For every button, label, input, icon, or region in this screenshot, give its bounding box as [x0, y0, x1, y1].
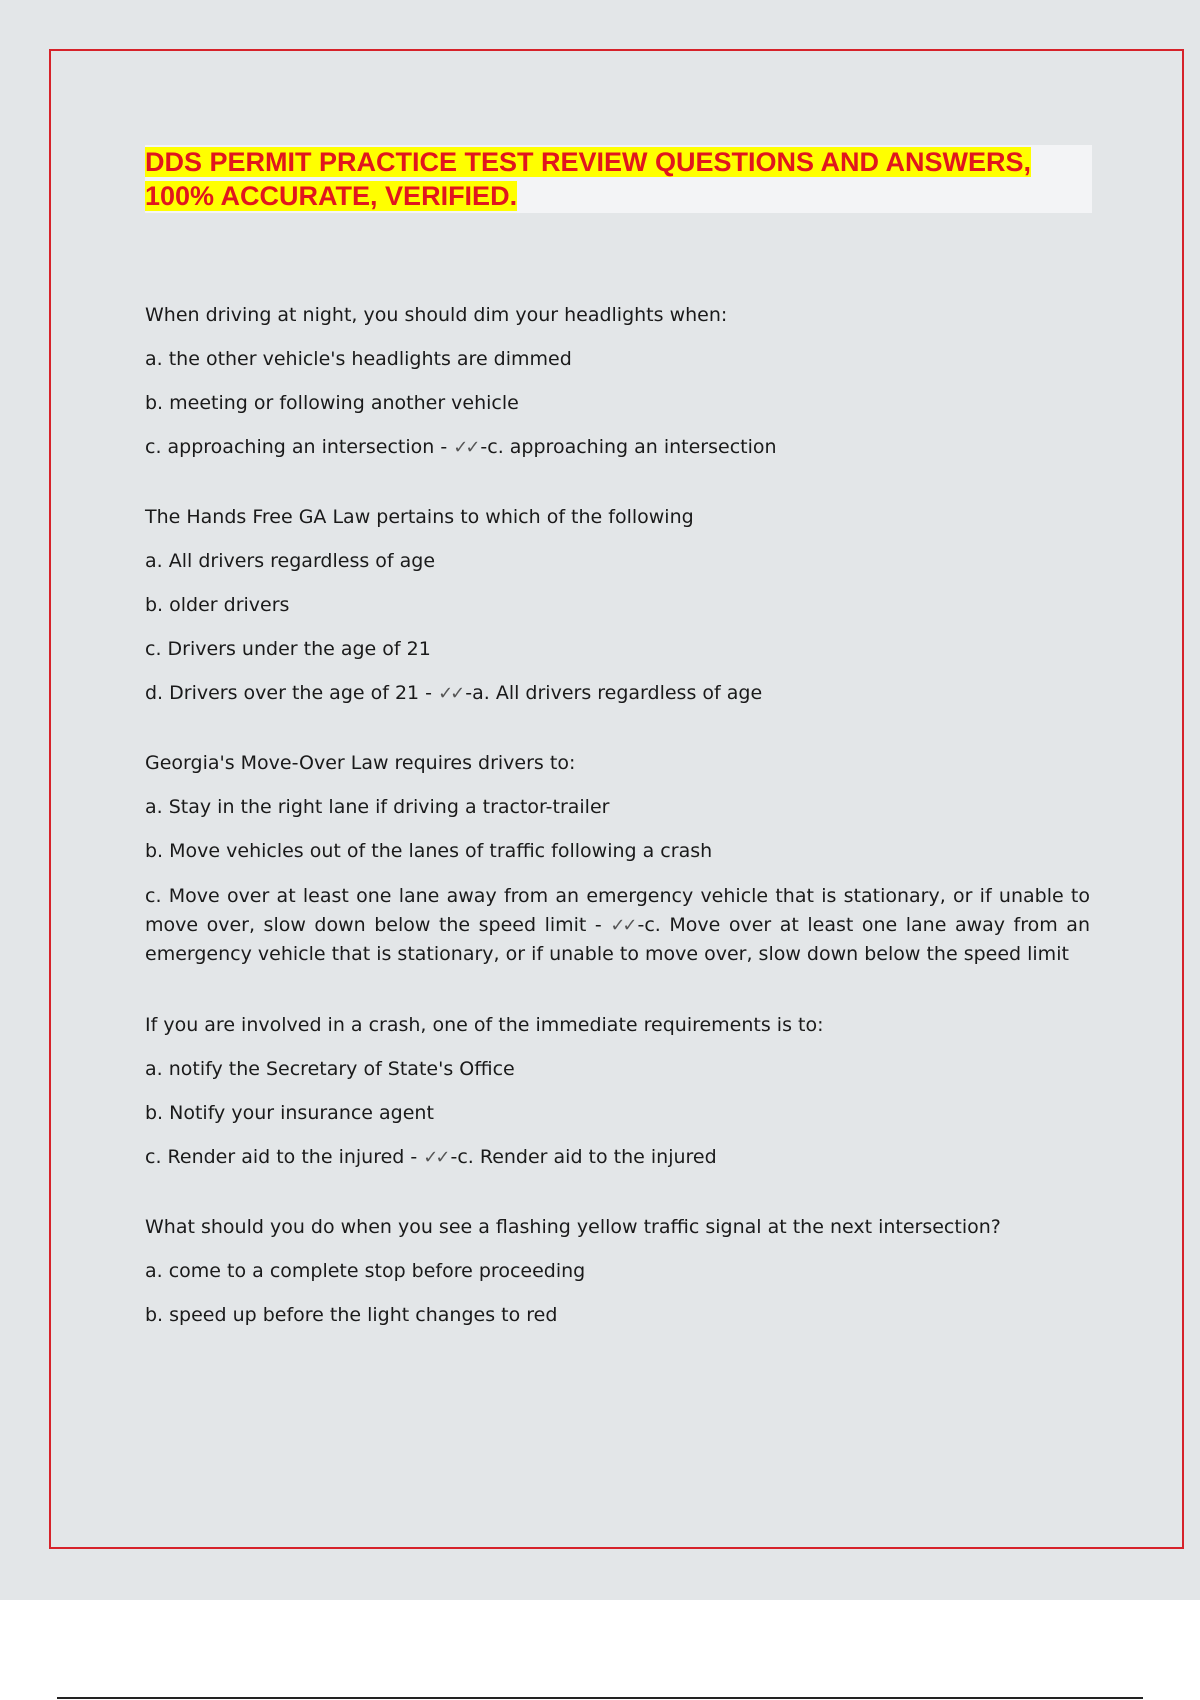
question-option: c. Drivers under the age of 21	[145, 638, 431, 660]
question-option: b. speed up before the light changes to red	[145, 1304, 558, 1326]
correct-answer: -a. All drivers regardless of age	[465, 682, 763, 704]
question-option: b. Move vehicles out of the lanes of traffic following a crash	[145, 840, 713, 862]
question-prompt: The Hands Free GA Law pertains to which of the following	[145, 506, 694, 528]
answer-line	[145, 882, 1090, 969]
footer-divider	[57, 1697, 1143, 1699]
question-block-4	[145, 1012, 1090, 1171]
question-option: a. notify the Secretary of State's Office	[145, 1058, 515, 1080]
answer-line-start: c. Move over at least one lane away from an emergency vehicle that is stationary, or if unable to move over, slow down below the speed limit -	[145, 885, 1090, 936]
correct-answer: -c. Render aid to the injured	[450, 1146, 717, 1168]
double-check-icon: ✓✓	[453, 437, 478, 458]
question-option: a. come to a complete stop before proceeding	[145, 1260, 586, 1282]
correct-answer: -c. Move over at least one lane away from an emergency vehicle that is stationary, or if unable to move over, slow down below the speed limit	[145, 914, 1090, 965]
title-line-1: DDS PERMIT PRACTICE TEST REVIEW QUESTIONS AND ANSWERS,	[145, 147, 1032, 177]
question-option: b. Notify your insurance agent	[145, 1102, 434, 1124]
questions-list	[145, 302, 1090, 1371]
question-option: b. older drivers	[145, 594, 290, 616]
question-block-3	[145, 750, 1090, 969]
answer-line	[145, 434, 1090, 461]
question-block-1	[145, 302, 1090, 461]
answer-line	[145, 1144, 1090, 1171]
question-prompt: Georgia's Move-Over Law requires drivers to:	[145, 752, 576, 774]
question-option: a. the other vehicle's headlights are dimmed	[145, 348, 572, 370]
question-block-2	[145, 504, 1090, 707]
answer-line	[145, 680, 1090, 707]
answer-line-start: c. approaching an intersection -	[145, 436, 454, 458]
question-prompt: What should you do when you see a flashing yellow traffic signal at the next intersection?	[145, 1216, 1001, 1238]
question-option: b. meeting or following another vehicle	[145, 392, 519, 414]
answer-line-start: d. Drivers over the age of 21 -	[145, 682, 439, 704]
double-check-icon: ✓✓	[423, 1147, 448, 1168]
title-line-2: 100% ACCURATE, VERIFIED.	[145, 181, 518, 211]
double-check-icon: ✓✓	[438, 683, 463, 704]
question-option: a. Stay in the right lane if driving a tractor-trailer	[145, 796, 610, 818]
correct-answer: -c. approaching an intersection	[480, 436, 777, 458]
question-prompt: When driving at night, you should dim your headlights when:	[145, 304, 728, 326]
document-title	[145, 145, 1092, 213]
question-prompt: If you are involved in a crash, one of the immediate requirements is to:	[145, 1014, 824, 1036]
question-block-5	[145, 1214, 1090, 1328]
question-option: a. All drivers regardless of age	[145, 550, 436, 572]
answer-line-start: c. Render aid to the injured -	[145, 1146, 424, 1168]
double-check-icon: ✓✓	[610, 915, 635, 936]
